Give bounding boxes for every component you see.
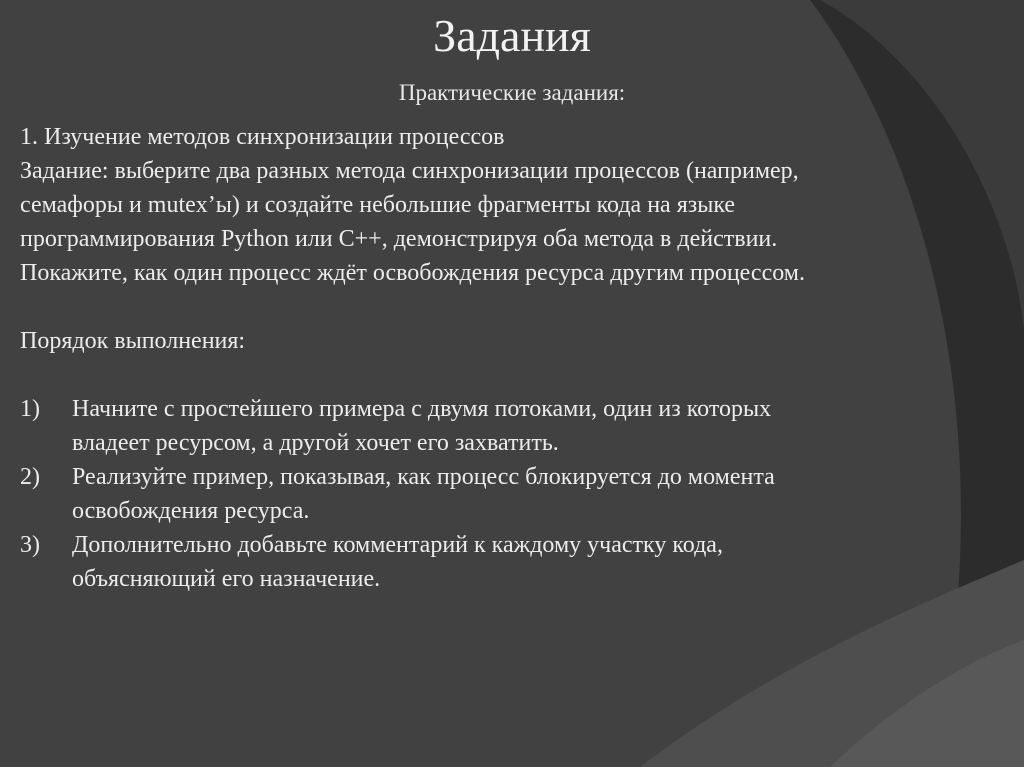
step-item — [20, 392, 980, 460]
step-line: Реализуйте пример, показывая, как процесс блокируется до момента — [72, 464, 775, 490]
task-line: семафоры и mutex’ы) и создайте небольшие фрагменты кода на языке — [20, 192, 736, 218]
step-line: владеет ресурсом, а другой хочет его захватить. — [72, 430, 559, 456]
procedure-heading: Порядок выполнения: — [20, 328, 246, 354]
step-text — [72, 392, 980, 460]
step-item — [20, 460, 980, 528]
steps-list — [20, 392, 980, 596]
slide-body — [20, 120, 980, 596]
task-line: Задание: выберите два разных метода синхронизации процессов (например, — [20, 158, 799, 184]
spacer — [20, 358, 980, 392]
step-line: объясняющий его назначение. — [72, 566, 381, 592]
task-heading: 1. Изучение методов синхронизации процессов — [20, 124, 505, 150]
task-line: программирования Python или C++, демонстрируя оба метода в действии. — [20, 226, 778, 252]
spacer — [20, 290, 980, 324]
step-number: 1) — [20, 396, 40, 422]
step-text — [72, 460, 980, 528]
step-line: освобождения ресурса. — [72, 498, 310, 524]
step-line: Начните с простейшего примера с двумя потоками, один из которых — [72, 396, 772, 422]
step-number: 3) — [20, 532, 40, 558]
step-item — [20, 528, 980, 596]
step-text — [72, 528, 980, 596]
slide-title: Задания — [433, 10, 591, 61]
slide-subtitle: Практические задания: — [398, 80, 626, 105]
task-line: Покажите, как один процесс ждёт освобождения ресурса другим процессом. — [20, 260, 805, 286]
step-number: 2) — [20, 464, 40, 490]
step-line: Дополнительно добавьте комментарий к каждому участку кода, — [72, 532, 723, 558]
